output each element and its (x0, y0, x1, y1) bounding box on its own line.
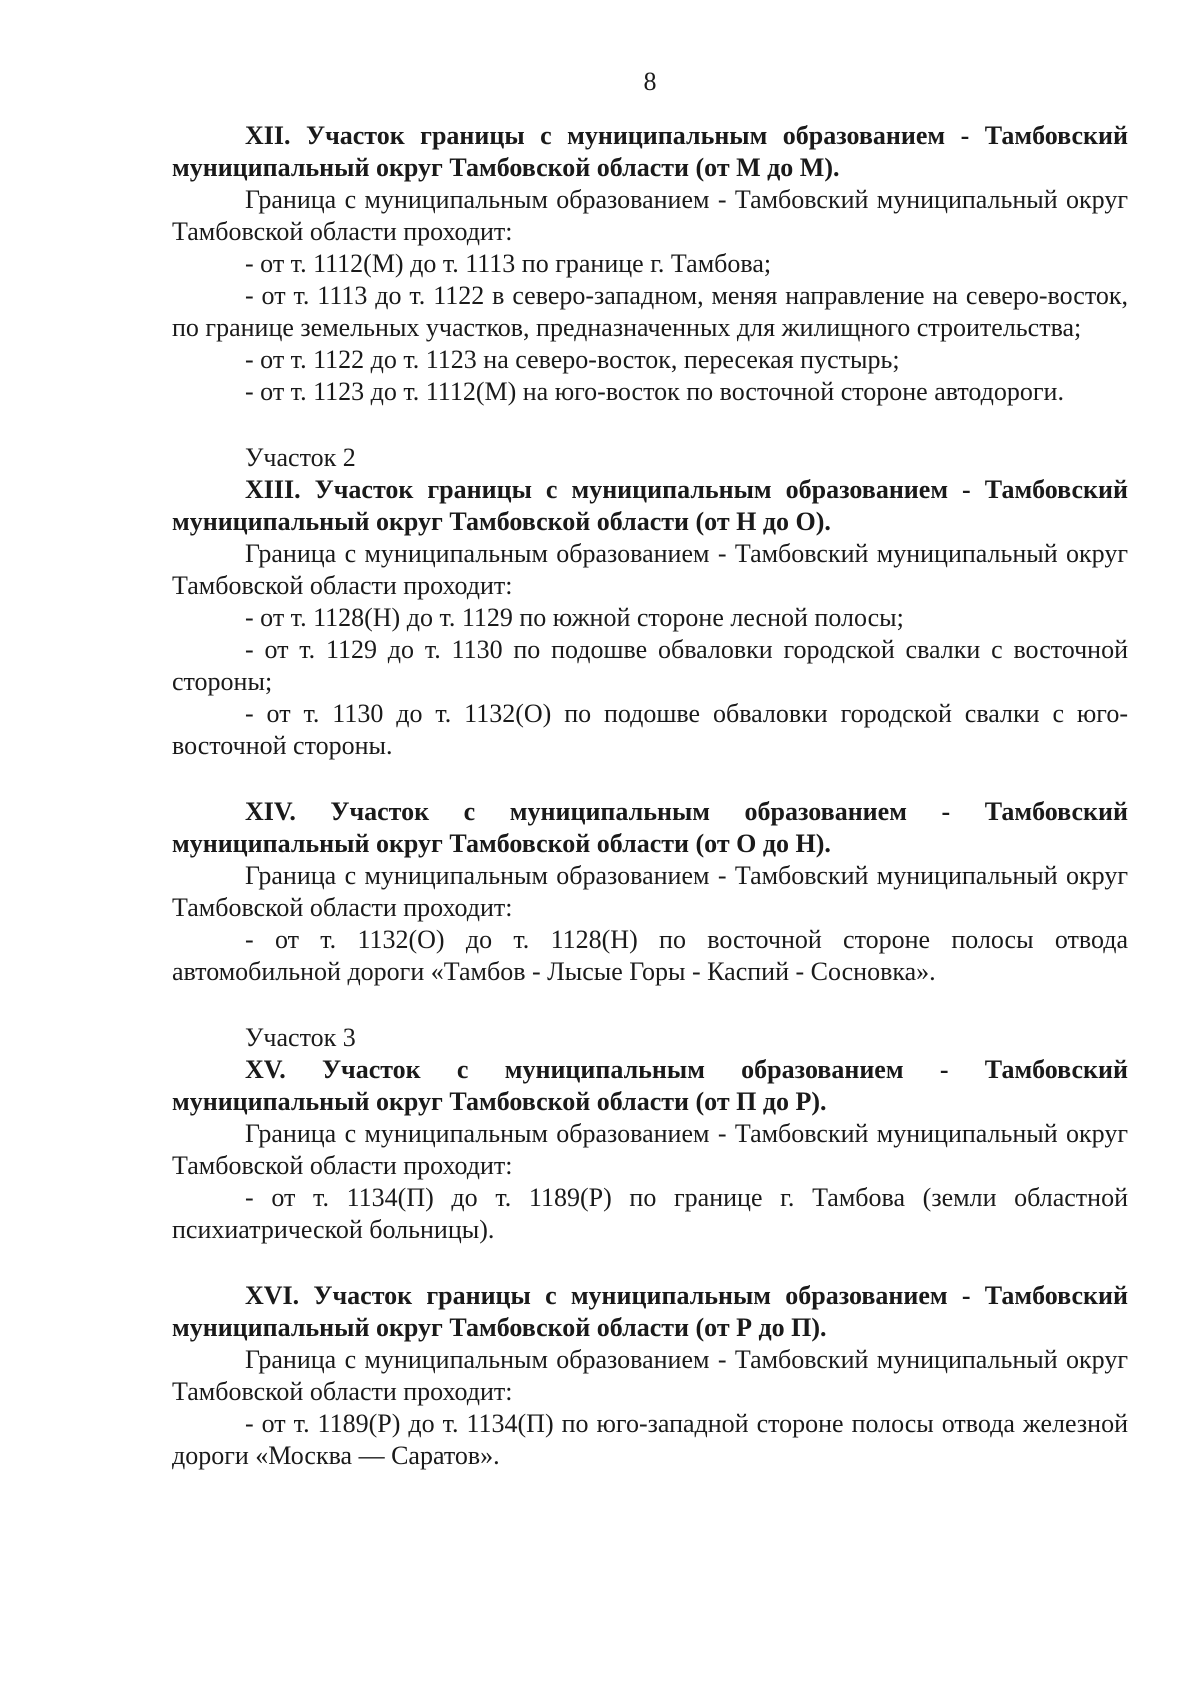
section-xiv (172, 796, 1128, 988)
section-intro: Граница с муниципальным образованием - Тамбовский муниципальный округ Тамбовской области проходит: (172, 1119, 1128, 1180)
page-number: 8 (643, 67, 657, 96)
boundary-item: - от т. 1113 до т. 1122 в северо-западном, меняя направление на северо-восток, по границе земельных участков, предназначенных для жилищного строительства; (172, 281, 1128, 342)
section-intro: Граница с муниципальным образованием - Тамбовский муниципальный округ Тамбовской области проходит: (172, 185, 1128, 246)
spacer (172, 408, 1128, 442)
boundary-item: - от т. 1128(Н) до т. 1129 по южной стороне лесной полосы; (245, 603, 904, 632)
boundary-item: - от т. 1189(Р) до т. 1134(П) по юго-западной стороне полосы отвода железной дороги «Москва — Саратов». (172, 1409, 1128, 1470)
section-intro: Граница с муниципальным образованием - Тамбовский муниципальный округ Тамбовской области проходит: (172, 539, 1128, 600)
section-intro: Граница с муниципальным образованием - Тамбовский муниципальный округ Тамбовской области проходит: (172, 1345, 1128, 1406)
boundary-item: - от т. 1112(М) до т. 1113 по границе г. Тамбова; (245, 249, 772, 278)
section-intro: Граница с муниципальным образованием - Тамбовский муниципальный округ Тамбовской области проходит: (172, 861, 1128, 922)
section-heading: XV. Участок с муниципальным образованием - Тамбовский муниципальный округ Тамбовской области (от П до Р). (172, 1055, 1128, 1116)
spacer (172, 1246, 1128, 1280)
section-xiii (172, 442, 1128, 762)
section-xii (172, 120, 1128, 408)
boundary-item: - от т. 1123 до т. 1112(М) на юго-восток по восточной стороне автодороги. (245, 377, 1064, 406)
boundary-item: - от т. 1134(П) до т. 1189(Р) по границе г. Тамбова (земли областной психиатрической больницы). (172, 1183, 1128, 1244)
boundary-item: - от т. 1122 до т. 1123 на северо-восток, пересекая пустырь; (245, 345, 900, 374)
spacer (172, 988, 1128, 1022)
section-heading: XVI. Участок границы с муниципальным образованием - Тамбовский муниципальный округ Тамбовской области (от Р до П). (172, 1281, 1128, 1342)
section-xvi (172, 1280, 1128, 1472)
section-heading: XIII. Участок границы с муниципальным образованием - Тамбовский муниципальный округ Тамбовской области (от Н до О). (172, 475, 1128, 536)
spacer (172, 762, 1128, 796)
boundary-item: - от т. 1129 до т. 1130 по подошве обваловки городской свалки с восточной стороны; (172, 635, 1128, 696)
boundary-item: - от т. 1132(О) до т. 1128(Н) по восточной стороне полосы отвода автомобильной дороги «Тамбов - Лысые Горы - Каспий - Сосновка». (172, 925, 1128, 986)
section-xv (172, 1022, 1128, 1246)
section-heading: XIV. Участок с муниципальным образованием - Тамбовский муниципальный округ Тамбовской области (от О до Н). (172, 797, 1128, 858)
plot-label: Участок 3 (245, 1023, 356, 1052)
section-heading: XII. Участок границы с муниципальным образованием - Тамбовский муниципальный округ Тамбовской области (от М до М). (172, 121, 1128, 182)
document-content (172, 66, 1128, 1472)
plot-label: Участок 2 (245, 443, 356, 472)
boundary-item: - от т. 1130 до т. 1132(О) по подошве обваловки городской свалки с юго-восточной стороны. (172, 699, 1128, 760)
